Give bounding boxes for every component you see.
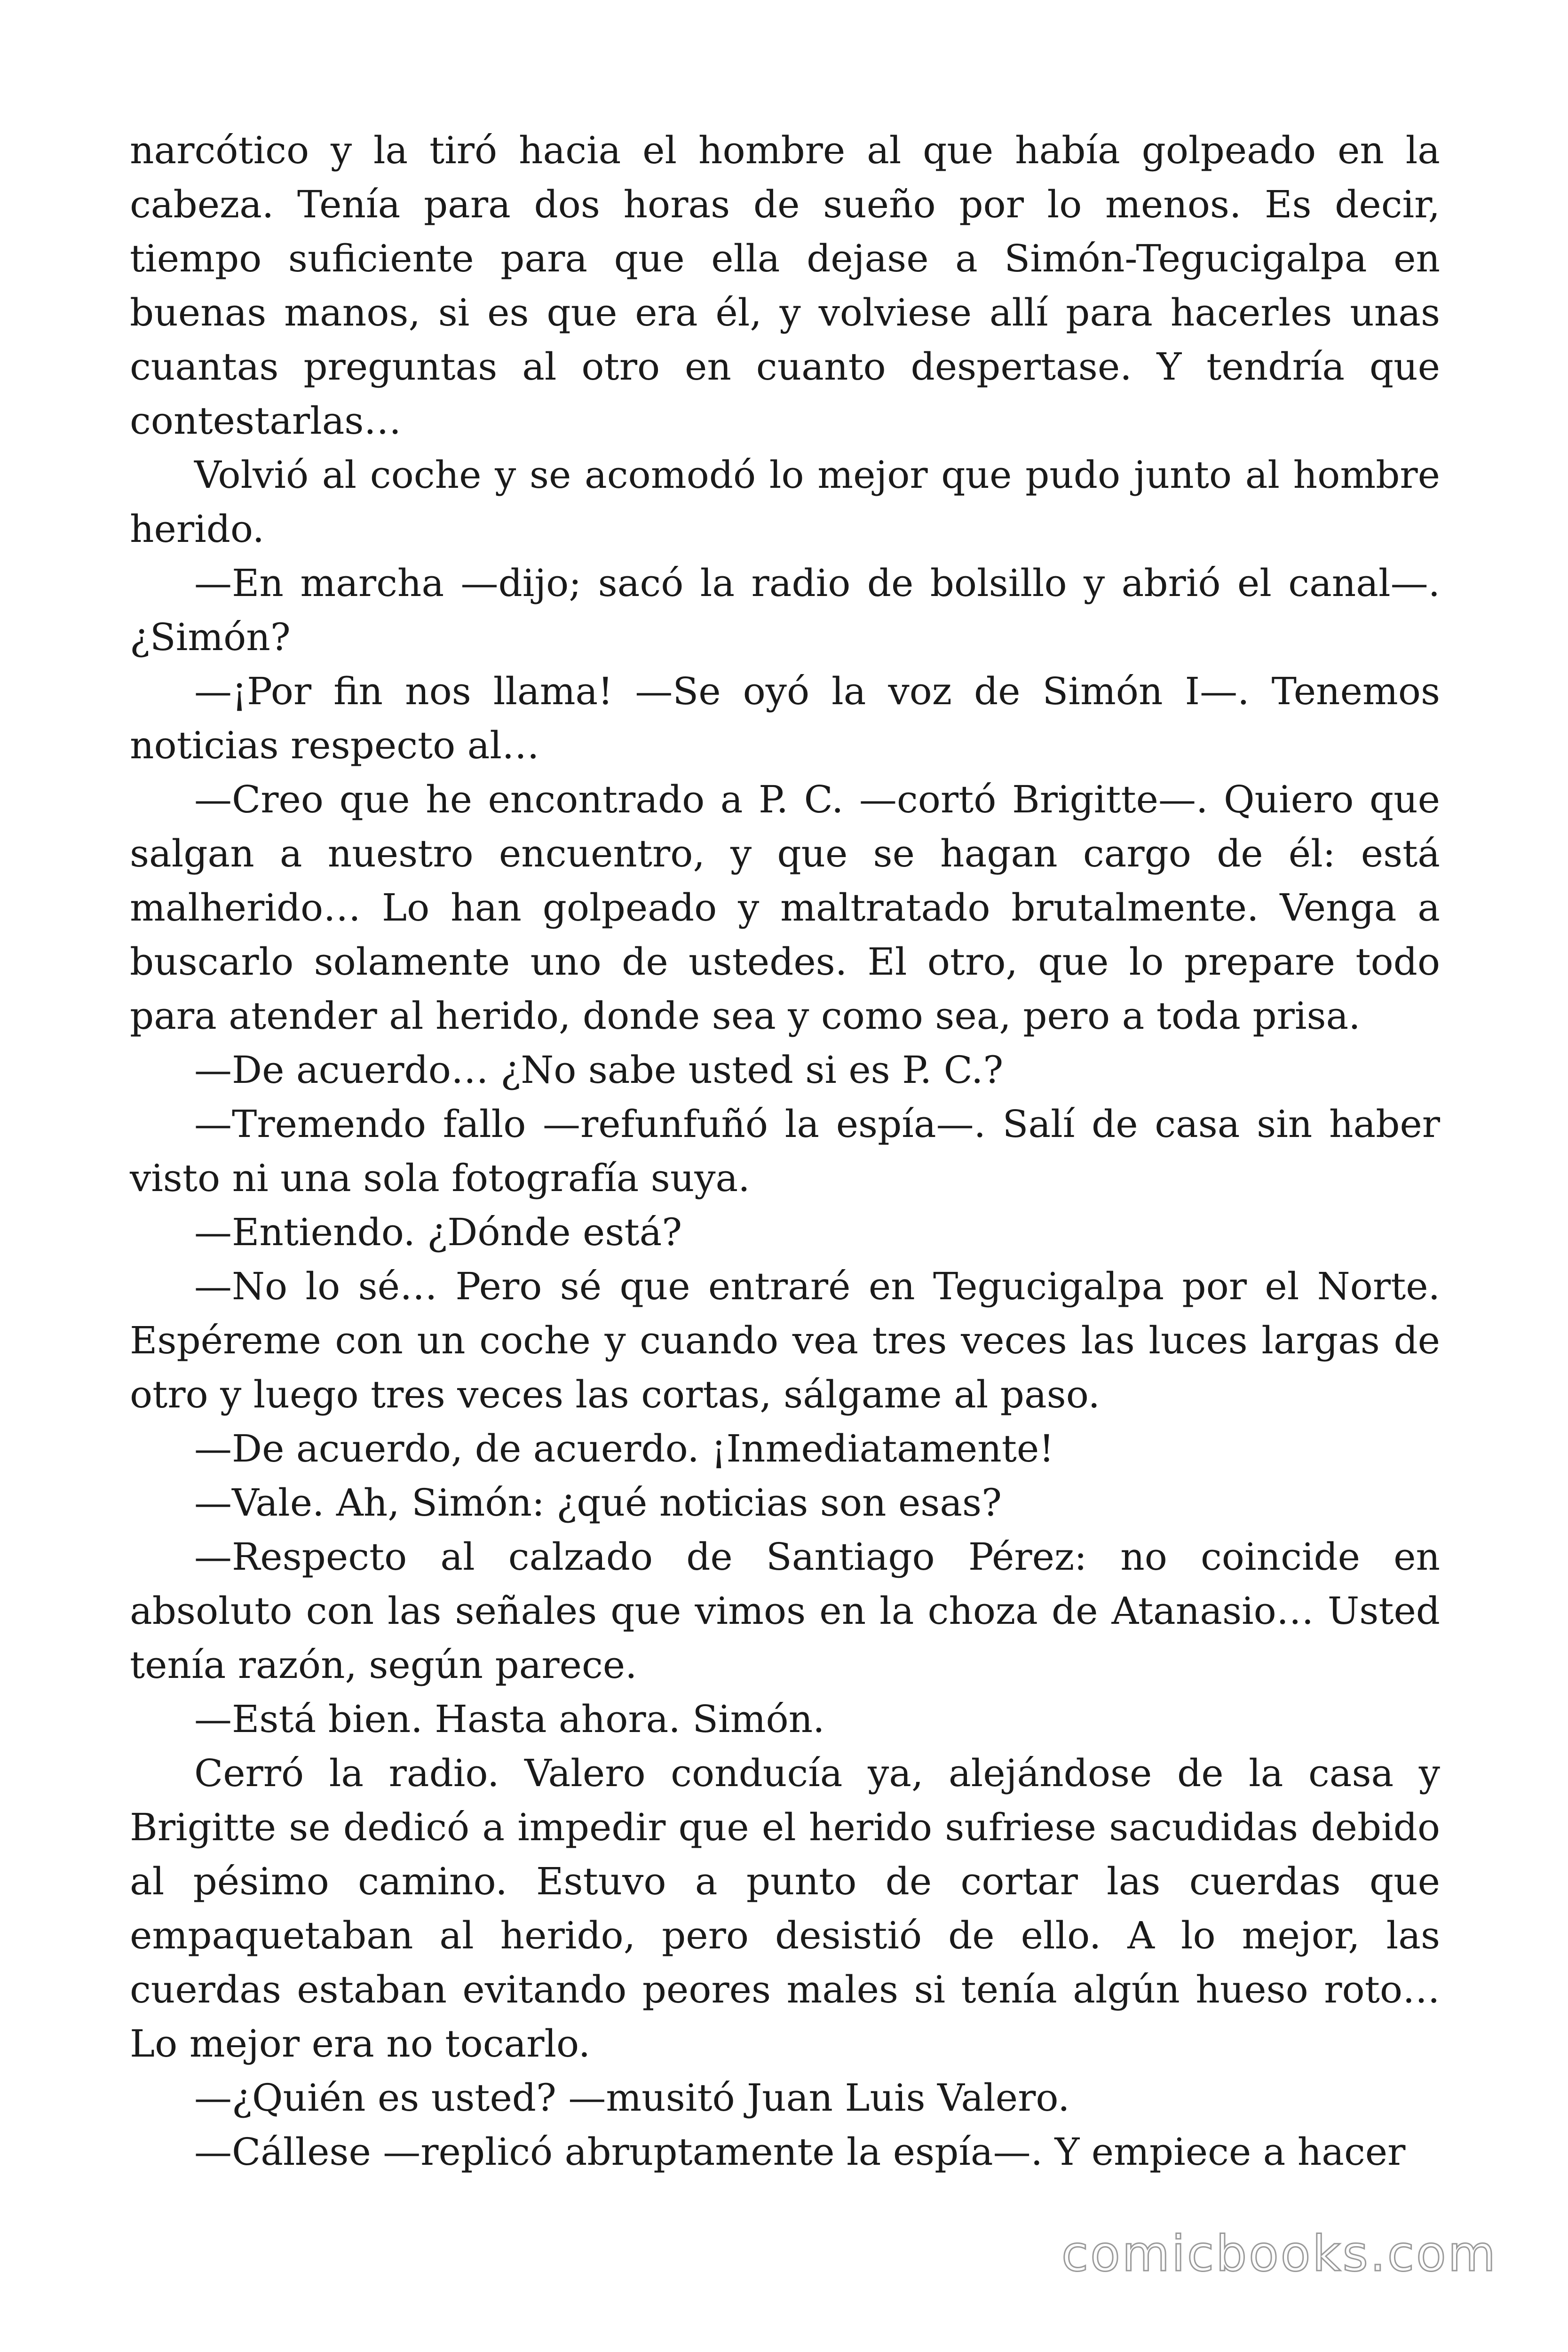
paragraph: —En marcha —dijo; sacó la radio de bolsillo y abrió el canal—. ¿Simón? [130, 561, 1440, 659]
paragraph: —Entiendo. ¿Dónde está? [194, 1210, 682, 1254]
paragraph: narcótico y la tiró hacia el hombre al que había golpeado en la cabeza. Tenía para dos horas de sueño por lo menos. Es decir, tiempo suficiente para que ella dejase a Simón-Tegucigalpa en buenas manos, si es que era él, y volviese allí para hacerles unas cuantas preguntas al otro en cuanto despertase. Y tendría que contestarlas… [130, 128, 1440, 443]
watermark: comicbooks.com [1061, 2225, 1497, 2282]
paragraph: —De acuerdo, de acuerdo. ¡Inmediatamente! [194, 1427, 1054, 1470]
paragraph: —De acuerdo… ¿No sabe usted si es P. C.? [194, 1048, 1004, 1092]
paragraph: —Está bien. Hasta ahora. Simón. [194, 1697, 825, 1741]
paragraph: Cerró la radio. Valero conducía ya, alejándose de la casa y Brigitte se dedicó a impedir que el herido sufriese sacudidas debido al pésimo camino. Estuvo a punto de cortar las cuerdas que empaquetaban al herido, pero desistió de ello. A lo mejor, las cuerdas estaban evitando peores males si tenía algún hueso roto… Lo mejor era no tocarlo. [130, 1751, 1440, 2066]
paragraph: —No lo sé… Pero sé que entraré en Tegucigalpa por el Norte. Espéreme con un coche y cuando vea tres veces las luces largas de otro y luego tres veces las cortas, sálgame al paso. [130, 1264, 1440, 1416]
paragraph: —Tremendo fallo —refunfuñó la espía—. Salí de casa sin haber visto ni una sola fotografía suya. [130, 1102, 1440, 1200]
paragraph: —¿Quién es usted? —musitó Juan Luis Valero. [194, 2076, 1070, 2120]
paragraph: —Cállese —replicó abruptamente la espía—. Y empiece a hacer [194, 2130, 1406, 2174]
page-body-text [130, 123, 1440, 2179]
paragraph: —Respecto al calzado de Santiago Pérez: no coincide en absoluto con las señales que vimos en la choza de Atanasio… Usted tenía razón, según parece. [130, 1535, 1440, 1687]
paragraph: Volvió al coche y se acomodó lo mejor que pudo junto al hombre herido. [130, 453, 1440, 551]
paragraph: —Creo que he encontrado a P. C. —cortó Brigitte—. Quiero que salgan a nuestro encuentro, y que se hagan cargo de él: está malherido… Lo han golpeado y maltratado brutalmente. Venga a buscarlo solamente uno de ustedes. El otro, que lo prepare todo para atender al herido, donde sea y como sea, pero a toda prisa. [130, 778, 1440, 1038]
paragraph: —Vale. Ah, Simón: ¿qué noticias son esas? [194, 1481, 1002, 1525]
paragraph: —¡Por fin nos llama! —Se oyó la voz de Simón I—. Tenemos noticias respecto al… [130, 669, 1440, 767]
